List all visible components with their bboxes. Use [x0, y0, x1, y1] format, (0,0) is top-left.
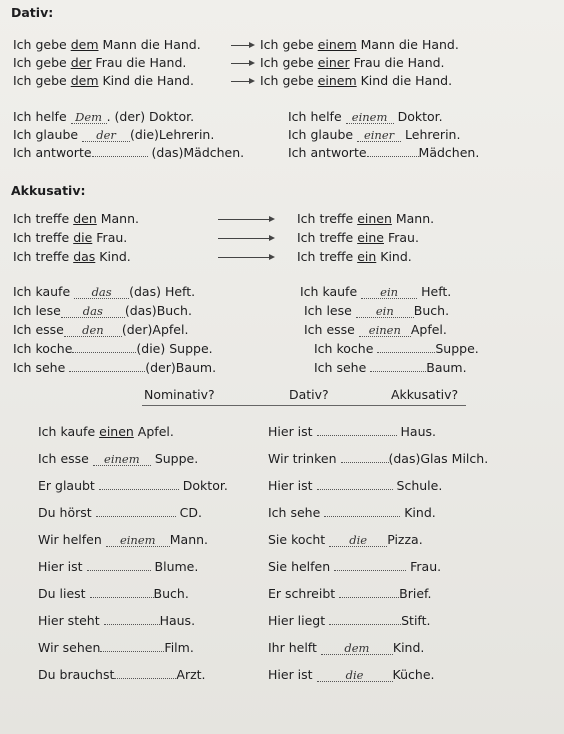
answer-blank[interactable]: dem [321, 642, 393, 655]
answer-blank[interactable]: das [61, 305, 125, 318]
answer-blank[interactable]: einem [93, 453, 151, 466]
answer-blank[interactable]: ein [361, 286, 417, 299]
akkusativ-heading: Akkusativ: [11, 183, 86, 198]
answer-blank[interactable] [104, 624, 160, 625]
akkusativ-example-left-1: Ich treffe den Mann. [13, 211, 139, 226]
mixed-left-3: Er glaubt Doktor. [38, 478, 228, 493]
dativ-example-left-3: Ich gebe dem Kind die Hand. [13, 73, 194, 88]
mixed-left-6: Hier ist Blume. [38, 559, 199, 574]
dativ-example-right-2: Ich gebe einer Frau die Hand. [260, 55, 445, 70]
dativ-example-right-3: Ich gebe einem Kind die Hand. [260, 73, 453, 88]
dativ-exercise-left-1: Ich helfe Dem . (der) Doktor. [13, 109, 195, 124]
answer-blank[interactable] [96, 516, 176, 517]
dativ-example-right-1: Ich gebe einem Mann die Hand. [260, 37, 459, 52]
mixed-right-5: Sie kocht die Pizza. [268, 532, 423, 547]
mixed-right-10: Hier ist die Küche. [268, 667, 435, 682]
mixed-left-9: Wir sehen Film. [38, 640, 194, 655]
arrow-icon [231, 45, 253, 46]
dativ-exercise-left-3: Ich antworte (das)Mädchen. [13, 145, 245, 160]
answer-blank[interactable] [72, 352, 136, 353]
header-akkusativ: Akkusativ? [391, 387, 459, 402]
mixed-left-4: Du hörst CD. [38, 505, 202, 520]
akkusativ-exercise-right-4: Ich koche Suppe. [314, 341, 479, 356]
answer-blank[interactable] [370, 371, 426, 372]
mixed-right-4: Ich sehe Kind. [268, 505, 436, 520]
answer-blank[interactable] [100, 651, 164, 652]
akkusativ-exercise-right-3: Ich esse einen Apfel. [304, 322, 447, 337]
answer-blank[interactable]: der [82, 129, 130, 142]
akkusativ-exercise-right-2: Ich lese ein Buch. [304, 303, 450, 318]
answer-blank[interactable] [377, 352, 435, 353]
akkusativ-example-right-3: Ich treffe ein Kind. [297, 249, 412, 264]
akkusativ-exercise-left-2: Ich lese das (das)Buch. [13, 303, 192, 318]
mixed-right-9: Ihr helft dem Kind. [268, 640, 425, 655]
akkusativ-exercise-left-3: Ich esse den (der)Apfel. [13, 322, 189, 337]
answer-blank[interactable]: das [74, 286, 129, 299]
header-dativ: Dativ? [289, 387, 329, 402]
arrow-icon [218, 219, 273, 220]
arrow-icon [218, 257, 273, 258]
answer-blank[interactable] [341, 462, 389, 463]
dativ-example-left-2: Ich gebe der Frau die Hand. [13, 55, 187, 70]
header-underline [142, 405, 466, 406]
mixed-right-6: Sie helfen Frau. [268, 559, 442, 574]
akkusativ-example-right-1: Ich treffe einen Mann. [297, 211, 435, 226]
answer-blank[interactable] [90, 597, 154, 598]
mixed-left-5: Wir helfen einem Mann. [38, 532, 209, 547]
answer-blank[interactable]: einer [357, 129, 401, 142]
answer-blank[interactable] [324, 516, 400, 517]
dativ-exercise-left-2: Ich glaube der (die)Lehrerin. [13, 127, 215, 142]
mixed-right-2: Wir trinken (das)Glas Milch. [268, 451, 489, 466]
mixed-right-3: Hier ist Schule. [268, 478, 443, 493]
mixed-left-10: Du brauchst Arzt. [38, 667, 206, 682]
answer-blank[interactable]: einen [359, 324, 411, 337]
answer-blank[interactable] [99, 489, 179, 490]
arrow-icon [218, 238, 273, 239]
akkusativ-exercise-left-1: Ich kaufe das (das) Heft. [13, 284, 196, 299]
answer-blank[interactable]: die [329, 534, 387, 547]
arrow-icon [231, 81, 253, 82]
dativ-example-left-1: Ich gebe dem Mann die Hand. [13, 37, 201, 52]
answer-blank[interactable] [339, 597, 399, 598]
mixed-right-1: Hier ist Haus. [268, 424, 436, 439]
answer-blank[interactable] [317, 489, 393, 490]
mixed-left-8: Hier steht Haus. [38, 613, 196, 628]
answer-blank[interactable] [69, 371, 145, 372]
answer-blank[interactable]: Dem [71, 111, 107, 124]
akkusativ-exercise-right-1: Ich kaufe ein Heft. [300, 284, 452, 299]
answer-blank[interactable]: den [64, 324, 122, 337]
answer-blank[interactable] [92, 156, 148, 157]
answer-blank[interactable] [317, 435, 397, 436]
mixed-left-1: Ich kaufe einen Apfel. [38, 424, 174, 439]
answer-blank[interactable]: einem [346, 111, 394, 124]
akkusativ-exercise-right-5: Ich sehe Baum. [314, 360, 467, 375]
mixed-right-8: Hier liegt Stift. [268, 613, 431, 628]
dativ-exercise-right-2: Ich glaube einer Lehrerin. [288, 127, 461, 142]
answer-blank[interactable] [329, 624, 401, 625]
akkusativ-example-left-3: Ich treffe das Kind. [13, 249, 131, 264]
answer-blank[interactable] [87, 570, 151, 571]
dativ-exercise-right-3: Ich antworte Mädchen. [288, 145, 480, 160]
akkusativ-example-left-2: Ich treffe die Frau. [13, 230, 128, 245]
mixed-right-7: Er schreibt Brief. [268, 586, 432, 601]
mixed-left-7: Du liest Buch. [38, 586, 189, 601]
dativ-heading: Dativ: [11, 5, 54, 20]
akkusativ-exercise-left-5: Ich sehe (der)Baum. [13, 360, 217, 375]
answer-blank[interactable] [367, 156, 419, 157]
answer-blank[interactable]: einem [106, 534, 170, 547]
answer-blank[interactable] [114, 678, 176, 679]
answer-blank[interactable]: ein [356, 305, 414, 318]
mixed-left-2: Ich esse einem Suppe. [38, 451, 199, 466]
dativ-exercise-right-1: Ich helfe einem Doktor. [288, 109, 443, 124]
arrow-icon [231, 63, 253, 64]
akkusativ-example-right-2: Ich treffe eine Frau. [297, 230, 419, 245]
answer-blank[interactable] [334, 570, 406, 571]
header-nominativ: Nominativ? [144, 387, 215, 402]
akkusativ-exercise-left-4: Ich koche (die) Suppe. [13, 341, 213, 356]
answer-blank[interactable]: die [317, 669, 393, 682]
